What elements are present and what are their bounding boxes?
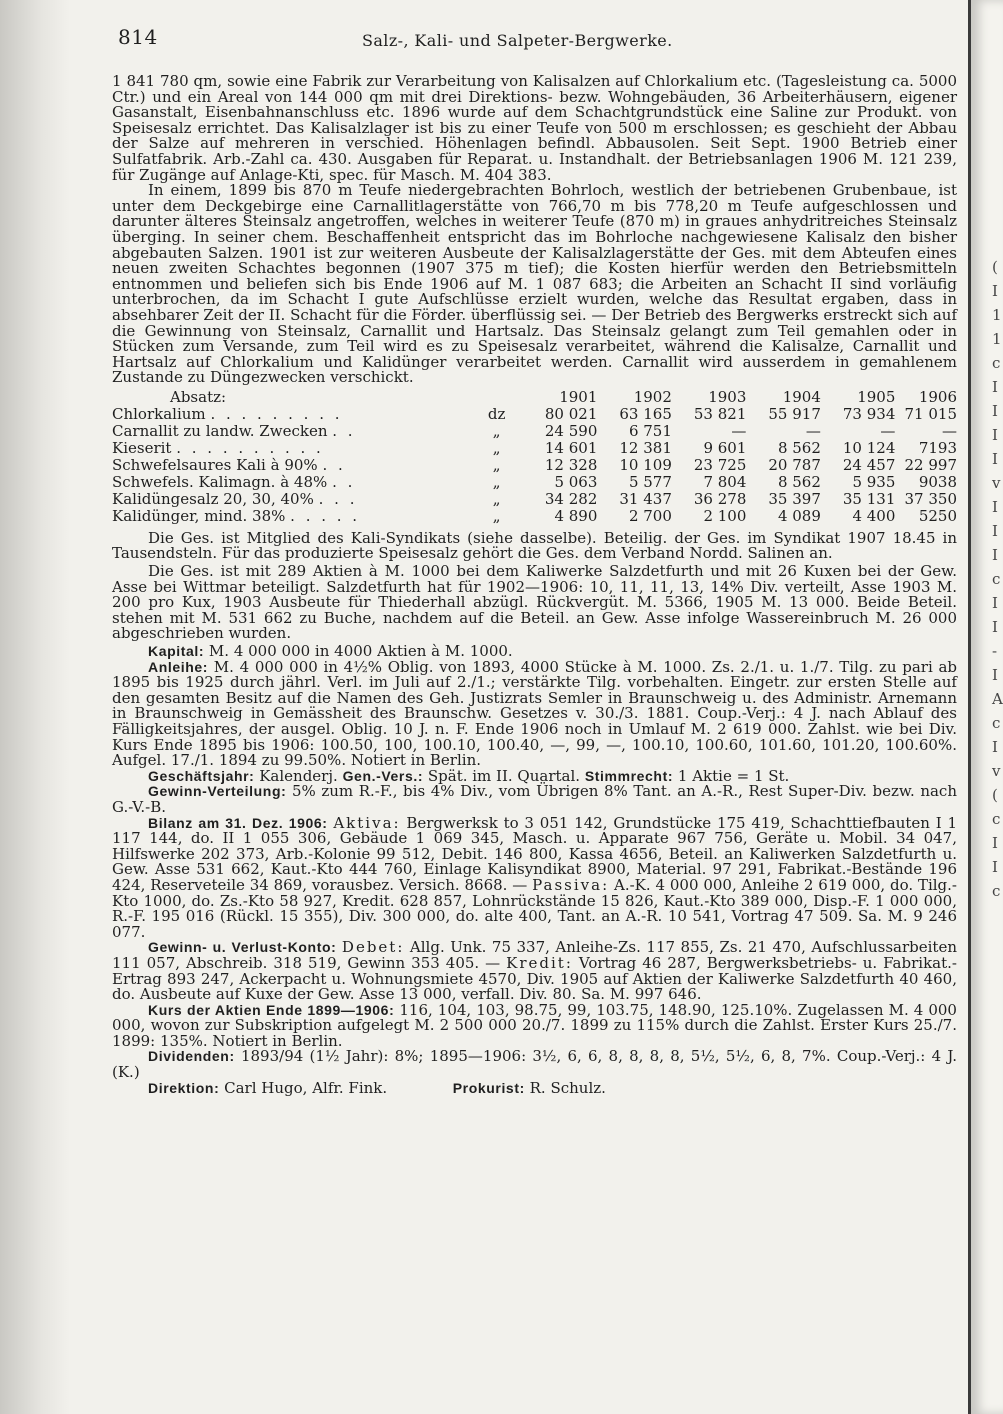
gj-label: Geschäftsjahr: xyxy=(148,767,255,784)
product-name: Chlorkalium xyxy=(112,405,206,424)
value-cell: 22 997 xyxy=(904,456,957,475)
value-cell: 8 562 xyxy=(777,473,821,492)
value-cell: 7193 xyxy=(918,439,957,458)
prok-label: Prokurist: xyxy=(452,1079,525,1096)
aktiva-text: Bergwerksk to 3 051 142, Grundstücke 175 419, Schachttiefbauten I 1 117 144, do. II 1 055 306, Gebäude 1 069 345, Masch. u. Apparate 967 756, Geräte u. Mobil. 34 047, Hilfswerke 202 373, Arb.-Kolonie 99 512, Debit. 146 800, Kassa 4656, Beteil. an Kaliwerken Salzdetfurth u. Gew. Asse 531 662, Kaut.-Kto 444 760, Einlage Kalisyndikat 8900, Material. 97 291, Fabrikat.-Bestände 196 424, Reserveteile 34 869, vorausbez. Versich. 8668. — xyxy=(112,813,957,894)
page-number: 814 xyxy=(118,25,158,49)
value-cell: 5250 xyxy=(918,507,957,526)
section-gewinn-verlust xyxy=(112,940,957,1002)
unit-cell: „ xyxy=(492,490,501,509)
leader-dots: . . . . . . . . . xyxy=(210,405,343,424)
leader-dots: . . xyxy=(322,456,346,475)
paragraph-facilities: 1 841 780 qm, sowie eine Fabrik zur Verarbeitung von Kalisalzen auf Chlorkalium etc. (Tagesleistung ca. 5000 Ctr.) und ein Areal von 144 000 qm mit drei Direktions- bezw. Wohngebäuden, 36 Arbeiterhäusern, eigener Gasanstalt, Eisenbahnanschluss etc. 1896 wurde auf dem Schachtgrundstück eine Saline zur Produkt. von Speisesalz errichtet. Das Kalisalzlager ist bis zu einer Teufe von 500 m erschlossen; es geschieht der Abbau der Salze auf mehreren in verschied. Höhenlagen befindl. Abbausolen. Seit Sept. 1900 Betrieb einer Sulfatfabrik. Arb.-Zahl ca. 430. Ausgaben für Reparat. u. Instandhalt. der Betriebsanlagen 1906 M. 121 239, für Zugänge auf Anlage-Kti, spec. für Masch. M. 404 383. xyxy=(112,72,957,184)
year-header: 1901 xyxy=(559,388,598,407)
product-name: Kalidünger, mind. 38% xyxy=(112,507,286,526)
passiva-text: A.-K. 4 000 000, Anleihe 2 619 000, do. Tilg.-Kto 1000, do. Zs.-Kto 58 927, Kredit. 628 857, Lohnrückstände 15 826, Kaut.-Kto 389 000, Disp.-F. 1 000 000, R.-F. 195 016 (Rückl. 15 355), Div. 300 000, do. alte 400, Tant. an A.-R. 10 541, Vortrag 47 509. Sa. M. 9 246 077. xyxy=(112,875,957,941)
product-name: Carnallit zu landw. Zwecken xyxy=(112,422,328,441)
bleed-letter: I xyxy=(992,282,998,300)
value-cell: 31 437 xyxy=(619,490,672,509)
product-name: Schwefelsaures Kali à 90% xyxy=(112,456,318,475)
page-header xyxy=(112,25,957,60)
unit-cell: „ xyxy=(492,507,501,526)
bleed-letter: I xyxy=(992,666,998,684)
bleed-letter: I xyxy=(992,378,998,396)
bleed-letter: ( xyxy=(992,258,998,276)
unit-cell: „ xyxy=(492,439,501,458)
absatz-row xyxy=(112,423,957,440)
value-cell: 24 590 xyxy=(544,422,598,441)
bleed-letter: I xyxy=(992,522,998,540)
bleed-letter: 1 xyxy=(992,306,1002,324)
value-cell: 4 400 xyxy=(852,507,896,526)
document-page xyxy=(112,25,957,1097)
bleed-letter: I xyxy=(992,402,998,420)
bleed-letter: 1 xyxy=(992,330,1002,348)
year-header: 1906 xyxy=(918,388,957,407)
anleihe-text: M. 4 000 000 in 4½% Oblig. von 1893, 4000 Stücke à M. 1000. Zs. 2./1. u. 1./7. Tilg. zu pari ab 1895 bis 1925 durch jährl. Verl. im Juli auf 2./1.; verstärkte Tilg. vorbehalten. Eingetr. zur ersten Stelle auf den gesamten Besitz auf die Namen des Geh. Justizrats Semler in Braunschweig u. des Administr. Arnemann in Braunschweig in Gemässheit des Braunschw. Gesetzes v. 30./3. 1881. Coup.-Verj.: 4 J. nach Ablauf des Fälligkeitsjahres, der ausgel. Oblig. 10 J. n. F. Ende 1906 noch in Umlauf M. 2 619 000. Zahlst. wie bei Div. Kurs Ende 1895 bis 1906: 100.50, 100, 100.10, 100.40, —, 99, —, 100.10, 100.60, 101.60, 101.20, 100.60%. Aufgel. 17./1. 1894 zu 99.50%. Notiert in Berlin. xyxy=(112,657,957,770)
bleed-letter: I xyxy=(992,546,998,564)
value-cell: 2 100 xyxy=(703,507,747,526)
paragraph-syndikat: Die Ges. ist Mitglied des Kali-Syndikats (siehe dasselbe). Beteilig. der Ges. im Syndikat 1907 18.45 in Tausendsteln. Für das produzierte Speisesalz gehört die Ges. dem Verband Nordd. Salinen an. xyxy=(112,528,957,563)
value-cell: 6 751 xyxy=(628,422,672,441)
absatz-row xyxy=(112,491,957,508)
value-cell: 73 934 xyxy=(842,405,896,424)
absatz-header-row xyxy=(112,388,957,406)
value-cell: 63 165 xyxy=(619,405,672,424)
absatz-row xyxy=(112,474,957,491)
kapital-label: Kapital: xyxy=(148,643,205,660)
sr-text: 1 Aktie = 1 St. xyxy=(677,766,790,785)
div-label: Dividenden: xyxy=(148,1048,235,1065)
bleed-letter: I xyxy=(992,498,998,516)
bleed-letter: I xyxy=(992,858,998,876)
bleed-letter: c xyxy=(992,570,1001,588)
bleed-letter: I xyxy=(992,834,998,852)
value-cell: 71 015 xyxy=(904,405,957,424)
value-cell: 4 890 xyxy=(554,507,598,526)
leader-dots: . . . xyxy=(318,490,358,509)
debet-label: Debet: xyxy=(341,938,405,957)
value-cell: — xyxy=(942,422,957,441)
value-cell: 12 381 xyxy=(619,439,672,458)
paragraph-borehole: In einem, 1899 bis 870 m Teufe niedergebrachten Bohrloch, westlich der betriebenen Grubenbaue, ist unter dem Deckgebirge eine Carnallitlagerstätte von 766,70 m bis 778,20 m Teufe aufgeschlossen und darunter älteres Steinsalz angetroffen, welches in weiterer Teufe (870 m) in graues anhydritreiches Steinsalz überging. In seiner chem. Beschaffenheit entspricht das im Bohrloche nachgewiesene Kalisalz den bisher abgebauten Salzen. 1901 ist zur weiteren Ausbeute der Kalisalzlagerstätte der Ges. mit dem Abteufen eines neuen zweiten Schachtes begonnen (1907 375 m tief); die Kosten hierfür werden den Betriebsmitteln entnommen und beliefen sich bis Ende 1906 auf M. 1 087 683; die Arbeiten an Schacht II sind vorläufig unterbrochen, da im Schacht I gute Aufschlüsse erzielt wurden, welche das Resultat ergaben, dass in absehbarer Zeit der II. Schacht für die Förder. überflüssig sei. — Der Betrieb des Bergwerks erstreckt sich auf die Gewinnung von Steinsalz, Carnallit und Hartsalz. Das Steinsalz gelangt zum Teil gemahlen oder in Stücken zum Versande, zum Teil wird es zu Speisesalz verarbeitet, während die Kalisalze, Carnallit und Hartsalz auf Chlorkalium und Kalidünger verarbeitet werden. Carnallit wird ausserdem in gemahlenem Zustande zu Düngezwecken verschickt. xyxy=(112,181,957,387)
anleihe-label: Anleihe: xyxy=(148,658,209,675)
value-cell: 36 278 xyxy=(693,490,747,509)
value-cell: 14 601 xyxy=(544,439,598,458)
kredit-text: Vortrag 46 287, Bergwerksbetriebs- u. Fabrikat.-Ertrag 893 247, Ackerpacht u. Wohnungsmiete 4570, Div. 1905 auf Aktien der Kaliwerke Salzdetfurth 40 460, do. Ausbeute auf Kuxe der Gew. Asse 13 000, verfall. Div. 80. Sa. M. 997 646. xyxy=(112,953,957,1004)
section-dividenden xyxy=(112,1049,957,1080)
sr-label: Stimmrecht: xyxy=(584,767,674,784)
value-cell: 35 397 xyxy=(768,490,821,509)
bleed-letter: c xyxy=(992,714,1001,732)
gj-text: Kalenderj. xyxy=(259,766,338,785)
section-anleihe xyxy=(112,657,957,770)
section-direktion xyxy=(112,1078,957,1097)
gv-label: Gen.-Vers.: xyxy=(342,767,424,784)
aktiva-label: Aktiva: xyxy=(333,813,401,832)
absatz-row xyxy=(112,457,957,474)
value-cell: 55 917 xyxy=(768,405,821,424)
unit-cell: „ xyxy=(492,456,501,475)
leader-dots: . . xyxy=(332,473,356,492)
value-cell: 24 457 xyxy=(842,456,896,475)
value-cell: — xyxy=(731,422,747,441)
value-cell: 9038 xyxy=(918,473,957,492)
gv-text: Spät. im II. Quartal. xyxy=(427,766,581,785)
leader-dots: . . . . . xyxy=(290,507,361,526)
dir-text: Carl Hugo, Alfr. Fink. xyxy=(224,1078,388,1097)
bleed-letter: I xyxy=(992,618,998,636)
value-cell: 34 282 xyxy=(544,490,598,509)
scan-left-shadow xyxy=(0,0,70,1414)
bilanz-label: Bilanz am 31. Dez. 1906: xyxy=(148,814,328,831)
value-cell: 5 063 xyxy=(554,473,598,492)
value-cell: — xyxy=(880,422,896,441)
gewv-text: 5% zum R.-F., bis 4% Div., vom Übrigen 8% Tant. an A.-R., Rest Super-Div. bezw. nach G.-V.-B. xyxy=(112,782,957,816)
product-name: Kalidüngesalz 20, 30, 40% xyxy=(112,490,314,509)
gewv-label: Gewinn-Verteilung: xyxy=(148,783,287,800)
value-cell: 2 700 xyxy=(628,507,672,526)
bleed-letter: I xyxy=(992,426,998,444)
value-cell: 20 787 xyxy=(768,456,821,475)
unit-cell: „ xyxy=(492,473,501,492)
kurs-text: 116, 104, 103, 98.75, 99, 103.75, 148.90, 125.10%. Zugelassen M. 4 000 000, wovon zur Subskription aufgelegt M. 2 500 000 20./7. 1899 zu 115% durch die Zahlst. Erster Kurs 25./7. 1899: 135%. Notiert in Berlin. xyxy=(112,1000,957,1050)
year-header: 1905 xyxy=(857,388,896,407)
section-bilanz xyxy=(112,813,957,941)
section-kurs xyxy=(112,1000,957,1050)
value-cell: — xyxy=(805,422,821,441)
product-name: Schwefels. Kalimagn. à 48% xyxy=(112,473,328,492)
bleed-letter: c xyxy=(992,810,1001,828)
year-header: 1902 xyxy=(633,388,672,407)
value-cell: 7 804 xyxy=(703,473,747,492)
value-cell: 23 725 xyxy=(693,456,747,475)
absatz-row xyxy=(112,406,957,423)
div-text: 1893/94 (1½ Jahr): 8%; 1895—1906: 3½, 6, 6, 8, 8, 8, 8, 5½, 5½, 6, 8, 7%. Coup.-Verj.: 4 J. (K.) xyxy=(112,1047,957,1082)
kurs-label: Kurs der Aktien Ende 1899—1906: xyxy=(148,1001,395,1018)
passiva-label: Passiva: xyxy=(532,875,610,894)
kredit-label: Kredit: xyxy=(506,953,573,972)
bleed-letter: v xyxy=(992,474,1001,492)
value-cell: 8 562 xyxy=(777,439,821,458)
unit-cell: dz xyxy=(487,405,506,424)
kapital-text: M. 4 000 000 in 4000 Aktien à M. 1000. xyxy=(208,642,513,661)
unit-cell: „ xyxy=(492,422,501,441)
product-name: Kieserit xyxy=(112,439,172,458)
absatz-table xyxy=(112,388,957,525)
value-cell: 80 021 xyxy=(544,405,598,424)
section-gewinn-verteilung xyxy=(112,784,957,815)
bleed-letter: I xyxy=(992,738,998,756)
absatz-label: Absatz: xyxy=(170,388,227,407)
leader-dots: . . xyxy=(332,422,356,441)
running-title: Salz-, Kali- und Salpeter-Bergwerke. xyxy=(362,31,673,50)
bleed-letter: c xyxy=(992,354,1001,372)
value-cell: 9 601 xyxy=(703,439,747,458)
value-cell: 5 935 xyxy=(852,473,896,492)
absatz-row xyxy=(112,440,957,457)
paragraph-beteiligungen: Die Ges. ist mit 289 Aktien à M. 1000 bei dem Kaliwerke Salzdetfurth und mit 26 Kuxen bei der Gew. Asse bei Wittmar beteiligt. Salzdetfurth hat für 1902—1906: 10, 11, 11, 13, 14% Div. verteilt, Asse 1903 M. 200 pro Kux, 1903 Ausbeute für Thiederhall abzügl. Rückvergüt. M. 5366, 1905 M. 13 000. Beide Beteil. stehen mit M. 531 662 zu Buche, nachdem auf die Beteil. an Gew. Asse infolge Wassereinbruch M. 26 000 abgeschrieben wurden. xyxy=(112,562,957,643)
leader-dots: . . . . . . . . . . xyxy=(176,439,324,458)
absatz-row xyxy=(112,508,957,525)
year-header: 1903 xyxy=(708,388,747,407)
bleed-letter: I xyxy=(992,450,998,468)
value-cell: 53 821 xyxy=(693,405,747,424)
bleed-letter: c xyxy=(992,882,1001,900)
debet-text: Allg. Unk. 75 337, Anleihe-Zs. 117 855, Zs. 21 470, Aufschlussarbeiten 111 057, Abschreib. 318 519, Gewinn 353 405. — xyxy=(112,938,957,972)
year-header: 1904 xyxy=(782,388,821,407)
bleed-letter: v xyxy=(992,762,1001,780)
value-cell: 37 350 xyxy=(904,490,957,509)
bleed-letter: I xyxy=(992,594,998,612)
value-cell: 5 577 xyxy=(628,473,672,492)
value-cell: 10 124 xyxy=(842,439,896,458)
value-cell: 4 089 xyxy=(777,507,821,526)
facing-page-bleed xyxy=(992,255,1003,903)
value-cell: 12 328 xyxy=(544,456,598,475)
bleed-letter: A xyxy=(992,690,1003,708)
bleed-letter: ( xyxy=(992,786,998,804)
dir-label: Direktion: xyxy=(148,1079,220,1096)
value-cell: 10 109 xyxy=(619,456,672,475)
value-cell: 35 131 xyxy=(842,490,896,509)
bleed-letter: - xyxy=(992,642,998,660)
guv-label: Gewinn- u. Verlust-Konto: xyxy=(148,939,337,956)
prok-text: R. Schulz. xyxy=(529,1078,606,1097)
